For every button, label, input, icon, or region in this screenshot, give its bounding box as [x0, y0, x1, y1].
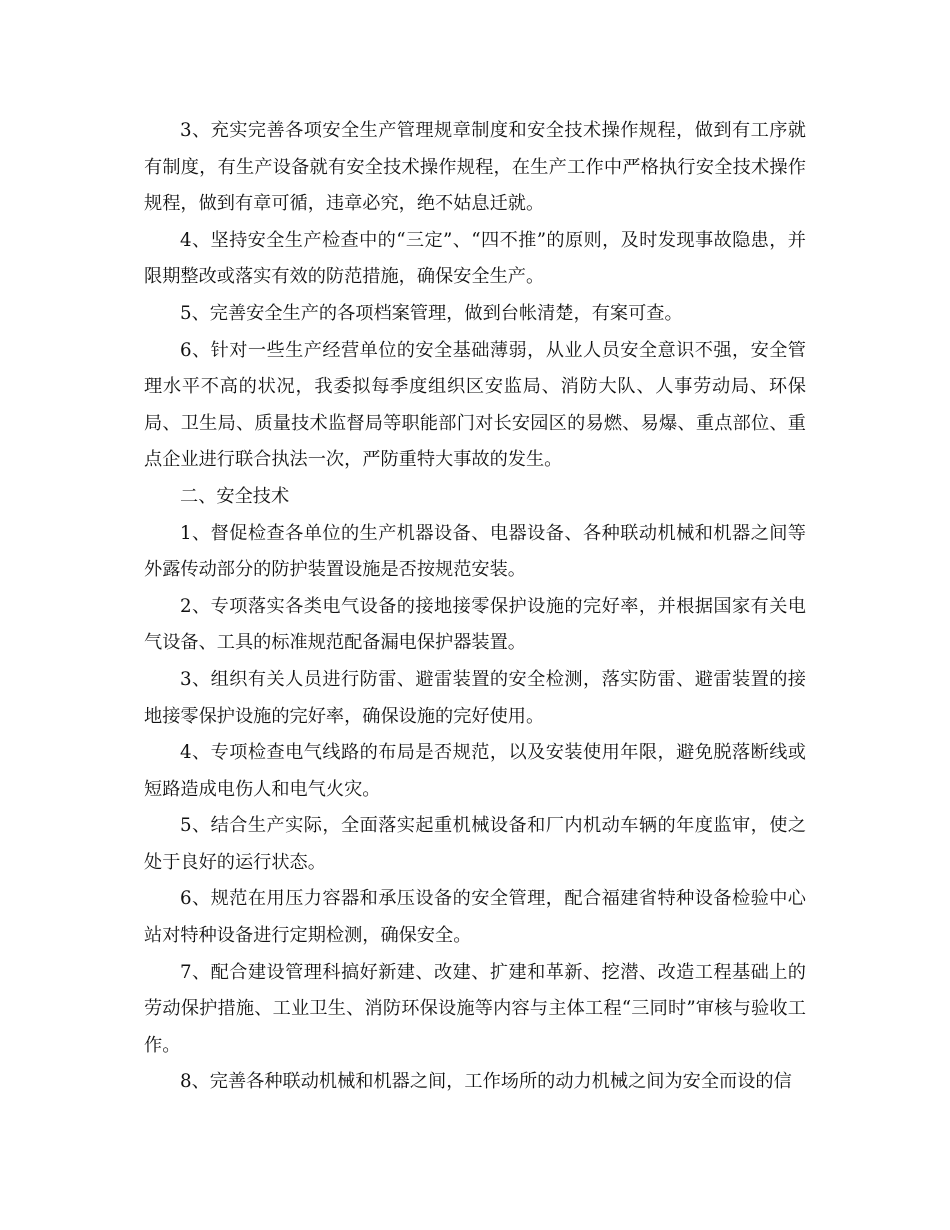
- paragraph-joint-enforcement-6: 6、针对一些生产经营单位的安全基础薄弱，从业人员安全意识不强，安全管理水平不高的状况，我委拟每季度组织区安监局、消防大队、人事劳动局、环保局、卫生局、质量技术监督局等职能部门对长安园区的易燃、易爆、重点部位、重点企业进行联合执法一次，严防重特大事故的发生。: [144, 339, 806, 471]
- paragraph-tech-6: 6、规范在用压力容器和承压设备的安全管理，配合福建省特种设备检验中心站对特种设备进行定期检测，确保安全。: [144, 888, 806, 947]
- paragraph-archives-5: 5、完善安全生产的各项档案管理，做到台帐清楚，有案可查。: [180, 302, 683, 324]
- paragraph-tech-4: 4、专项检查电气线路的布局是否规范，以及安装使用年限，避免脱落断线或短路造成电伤人和电气火灾。: [144, 742, 806, 800]
- paragraph-tech-1: 1、督促检查各单位的生产机器设备、电器设备、各种联动机械和机器之间等外露传动部分的防护装置设施是否按规范安装。: [144, 522, 806, 581]
- paragraph-tech-8: 8、完善各种联动机械和机器之间，工作场所的动力机械之间为安全而设的信: [180, 1071, 792, 1093]
- paragraph-tech-7: 7、配合建设管理科搞好新建、改建、扩建和革新、挖潜、改造工程基础上的劳动保护措施、工业卫生、消防环保设施等内容与主体工程“三同时”审核与验收工作。: [144, 961, 806, 1056]
- paragraph-tech-3: 3、组织有关人员进行防雷、避雷装置的安全检测，落实防雷、避雷装置的接地接零保护设施的完好率，确保设施的完好使用。: [144, 668, 806, 727]
- paragraph-rules-3: 3、充实完善各项安全生产管理规章制度和安全技术操作规程，做到有工序就有制度，有生产设备就有安全技术操作规程，在生产工作中严格执行安全技术操作规程，做到有章可循，违章必究，绝不姑息迁就。: [144, 120, 806, 215]
- paragraph-tech-5: 5、结合生产实际，全面落实起重机械设备和厂内机动车辆的年度监审，使之处于良好的运行状态。: [144, 815, 806, 873]
- document-body: [144, 113, 806, 1101]
- section-heading-safety-technology: 二、安全技术: [180, 485, 290, 507]
- paragraph-inspection-4: 4、坚持安全生产检查中的“三定”、“四不推”的原则，及时发现事故隐患，并限期整改或落实有效的防范措施，确保安全生产。: [144, 229, 806, 288]
- paragraph-tech-2: 2、专项落实各类电气设备的接地接零保护设施的完好率，并根据国家有关电气设备、工具的标准规范配备漏电保护器装置。: [144, 595, 806, 654]
